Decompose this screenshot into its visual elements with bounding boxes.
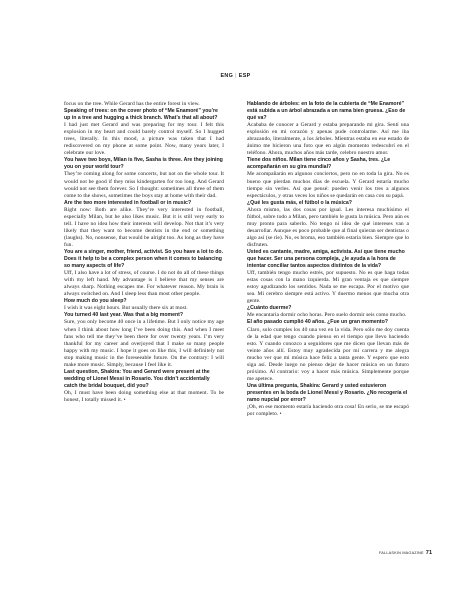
interview-question: ¿Cuánto duerme? <box>247 305 292 312</box>
interview-question: You have two boys, Milan is five, Sasha is three. Are they joining you on your world tour? <box>64 157 223 171</box>
interview-question: Are the two more interested in football or in music? <box>64 199 192 206</box>
page-number: 71 <box>425 550 433 556</box>
interview-question: El año pasado cumplió 40 años. ¿Fue un gran momento? <box>247 319 388 326</box>
lang-eng: ENG <box>220 73 234 79</box>
spanish-column <box>247 101 409 418</box>
interview-question: Una última pregunta, Shakira: Gerard y usted estuvieron presentes en la boda de Lionel Messi y Rosario. ¿No recogería el ramo nupcial por error? <box>247 382 408 403</box>
interview-answer: Me encantaría dormir ocho horas. Pero suelo dormir seis como mucho. <box>247 312 407 319</box>
interview-answer: ¡Oh, en ese momento estaría haciendo otra cosa! En serio, se me escapó por completo. • <box>247 404 409 418</box>
interview-answer: Acababa de conocer a Gerard y estaba preparando mi gira. Sentí una explosión en mi corazón y apenas pude controlarme. Así me iba abrazando, literalmente, a los árboles. Mientras estaba en ese estado de ánimo me hicieron una foto que en algún momento redescubrí en el teléfono. Ahora, muchos años más tarde, celebro nuestro amor. <box>247 122 409 157</box>
interview-answer: Sure, you only become 40 once in a lifetime. But I only notice my age when I think about how long I’ve been doing this. And when I meet fans who tell me they’ve been there for over twenty years. I’m very thankful for my career and overjoyed that I make so many people happy with my music. I hope it goes on like this, I will definitely not stop making music in the foreseeable future. On the contrary: I will make more music. Simply, because I feel like it. <box>64 319 224 368</box>
interview-answer: Ahora mismo, las dos cosas por igual. Les interesa muchísimo el fútbol, sobre todo a Milan, pero también le gusta la música. Pero aún es muy pronto para saberlo. No tengo ni idea de qué intereses van a desarrollar. Aunque es poco probable que al final quieran ser dentistas o algo así (se ríe). No, es broma, eso también estaría bien. Siempre que lo disfruten. <box>247 206 409 248</box>
interview-answer: Uff, I also have a lot of stress, of course. I do not do all of these things with my left hand. My advantage is I believe that my senses are always sharp. Nothing escapes me. For whatever reason. My brain is always switched on. And I sleep less than most other people. <box>64 270 224 298</box>
interview-question: Usted es cantante, madre, amiga, activista. Así que tiene mucho que hacer. Ser una persona compleja, ¿le ayuda a la hora de intentar conciliar tantos aspectos distintos de la vida? <box>247 248 405 270</box>
interview-question: You are a singer, mother, friend, activist. So you have a lot to do. Does it help to be a complex person when it comes to balancing so many aspects of life? <box>64 248 224 270</box>
interview-question: ¿Qué les gusta más, el fútbol o la música? <box>247 199 352 206</box>
interview-answer: I had just met Gerard and was preparing for my tour. I felt this explosion in my heart and could barely control myself. So I hugged trees, literally. In this mood, a picture was taken that I had rediscovered on my phone at some point. Now, many years later, I celebrate our love. <box>64 122 224 157</box>
english-column <box>64 101 224 404</box>
lang-separator: | <box>235 73 237 79</box>
interview-question: Tiene dos niños. Milan tiene cinco años y Sasha, tres. ¿Le acompañarán en su gira mundial? <box>247 157 391 171</box>
interview-answer: focus on the tree. While Gerard has the entire forest in view. <box>64 101 200 107</box>
language-indicator <box>0 73 471 79</box>
interview-answer: Me acompañarán en algunos conciertos, pero no en toda la gira. No es bueno que pierdan muchos días de escuela. Y Gerard estaría mucho tiempo sin verles. Así que pensé: pueden venir los tres a algunos espectáculos, y otras veces los niños se quedarán en casa con su papá. <box>247 171 409 199</box>
interview-answer: Right now: Both are alike. They’re very interested in football, especially Milan, but he also likes music. But it is still very early to tell. I have no idea how their interests will develop. Not that it’s very likely that they want to become dentists in the end or something (laughs). No, nonsense, that would be alright too. As long as they have fun. <box>64 206 224 248</box>
interview-question: Hablando de árboles: en la foto de la cubierta de “Me Enamoré” está subida a un árbol abrazada a un rama bien gruesa. ¿Eso de qué va? <box>247 101 406 122</box>
page-footer <box>379 550 439 556</box>
interview-answer: They’re coming along for some concerts, but not on the whole tour. It would not be good if they miss kindergarten for too long. And Gerard would not see them forever. So I thought: sometimes all three of them come to the shows, sometimes the boys stay at home with their dad. <box>64 171 224 199</box>
interview-answer: Uff, también tengo mucho estrés, por supuesto. No es que haga todas estas cosas con la mano izquierda. Mi gran ventaja es que siempre estoy agudizando los sentidos. Nada se me escapa. Por el motivo que sea. Mi cerebro siempre está activo. Y duermo menos que mucha otra gente. <box>247 270 409 305</box>
magazine-name: FALLASKIN MAGAZINE <box>379 551 424 555</box>
interview-answer: Oh, I must have been doing something else at that moment. To be honest, I totally missed it. • <box>64 389 224 403</box>
interview-question: How much do you sleep? <box>64 298 127 305</box>
lang-esp: ESP <box>238 73 251 79</box>
interview-answer: I wish it was eight hours. But usually there six at most. <box>64 305 188 312</box>
interview-answer: Claro, solo cumples los 40 una vez en la vida. Pero sólo me doy cuenta de la edad que tengo cuando pienso en el tiempo que llevo haciendo esto. Y cuando conozco a seguidores que me dicen que llevan más de veinte años allí. Estoy muy agradecida por mi carrera y me alegra mucho ver que mi música hace feliz a tanta gente. Y espero que esto siga así. Desde luego no pienso dejar de hacer música en un futuro próximo. Al contrario: voy a hacer más música. Simplemente porque me apetece. <box>247 326 409 382</box>
interview-question: Last question, Shakira: You and Gerard were present at the wedding of Lionel Messi in Rosario. You didn’t accidentally catch the bridal bouquet, did you? <box>64 368 210 389</box>
interview-question: Speaking of trees: on the cover photo of “Me Enamoré” you’re up in a tree and hugging a thick branch. What’s that all about? <box>64 108 218 122</box>
interview-question: You turned 40 last year. Was that a big moment? <box>64 312 184 319</box>
